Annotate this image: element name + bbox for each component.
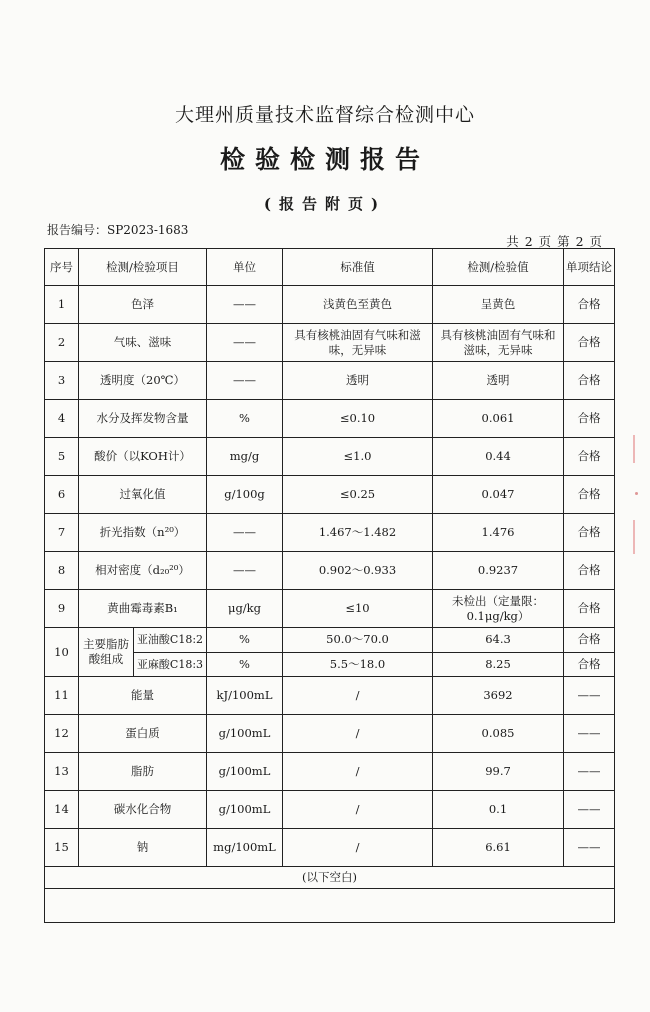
stamp-fragment bbox=[635, 492, 638, 495]
cell-standard: / bbox=[283, 677, 433, 715]
cell-no: 8 bbox=[45, 552, 79, 590]
report-subtitle: (报告附页) bbox=[263, 195, 387, 213]
cell-standard: / bbox=[283, 791, 433, 829]
cell-conclusion: 合格 bbox=[564, 324, 615, 362]
cell-value: 99.7 bbox=[433, 753, 564, 791]
cell-item: 透明度（20℃） bbox=[79, 362, 207, 400]
cell-standard: 1.467～1.482 bbox=[283, 514, 433, 552]
cell-conclusion: —— bbox=[564, 829, 615, 867]
table-row bbox=[45, 438, 615, 476]
table-row bbox=[45, 590, 615, 628]
org-name: 大理州质量技术监督综合检测中心 bbox=[174, 104, 475, 126]
table-row bbox=[45, 476, 615, 514]
col-header-no: 序号 bbox=[45, 249, 79, 286]
table-row bbox=[45, 362, 615, 400]
cell-conclusion: —— bbox=[564, 715, 615, 753]
cell-no: 4 bbox=[45, 400, 79, 438]
cell-unit: g/100mL bbox=[207, 753, 283, 791]
cell-standard: ≤10 bbox=[283, 590, 433, 628]
table-row bbox=[45, 324, 615, 362]
cell-standard: 透明 bbox=[283, 362, 433, 400]
cell-conclusion: 合格 bbox=[564, 652, 615, 677]
col-header-item: 检测/检验项目 bbox=[79, 249, 207, 286]
cell-unit: —— bbox=[207, 514, 283, 552]
cell-conclusion: —— bbox=[564, 677, 615, 715]
cell-unit: mg/g bbox=[207, 438, 283, 476]
cell-conclusion: 合格 bbox=[564, 476, 615, 514]
table-row bbox=[45, 829, 615, 867]
cell-conclusion: —— bbox=[564, 791, 615, 829]
cell-no: 6 bbox=[45, 476, 79, 514]
cell-value: 0.44 bbox=[433, 438, 564, 476]
cell-item: 折光指数（n²⁰） bbox=[79, 514, 207, 552]
cell-standard: ≤0.10 bbox=[283, 400, 433, 438]
stamp-fragment bbox=[633, 435, 643, 463]
cell-unit: —— bbox=[207, 552, 283, 590]
results-table bbox=[44, 248, 615, 923]
cell-value: 6.61 bbox=[433, 829, 564, 867]
col-header-conclusion: 单项结论 bbox=[564, 249, 615, 286]
blank-note: (以下空白) bbox=[45, 867, 615, 889]
cell-value: 0.047 bbox=[433, 476, 564, 514]
table-row-note bbox=[45, 867, 615, 889]
cell-standard: 0.902～0.933 bbox=[283, 552, 433, 590]
table-row bbox=[45, 514, 615, 552]
cell-value: 具有核桃油固有气味和滋味，无异味 bbox=[433, 324, 564, 362]
cell-standard: 浅黄色至黄色 bbox=[283, 286, 433, 324]
cell-value: 64.3 bbox=[433, 628, 564, 653]
fatty-acid-item: 亚油酸C18:2 bbox=[134, 628, 206, 653]
cell-conclusion: 合格 bbox=[564, 400, 615, 438]
cell-item: 碳水化合物 bbox=[79, 791, 207, 829]
cell-value: 0.061 bbox=[433, 400, 564, 438]
cell-standard: 5.5～18.0 bbox=[283, 652, 433, 677]
cell-standard: / bbox=[283, 829, 433, 867]
table-row bbox=[45, 715, 615, 753]
cell-unit: g/100mL bbox=[207, 715, 283, 753]
cell-no: 1 bbox=[45, 286, 79, 324]
cell-group bbox=[79, 628, 207, 677]
cell-standard: / bbox=[283, 715, 433, 753]
cell-value: 0.085 bbox=[433, 715, 564, 753]
table-row bbox=[45, 286, 615, 324]
cell-value: 未检出（定量限：0.1μg/kg） bbox=[433, 590, 564, 628]
cell-no: 9 bbox=[45, 590, 79, 628]
cell-item: 过氧化值 bbox=[79, 476, 207, 514]
cell-value: 8.25 bbox=[433, 652, 564, 677]
report-number: 报告编号：SP2023-1683 bbox=[47, 223, 189, 237]
cell-conclusion: 合格 bbox=[564, 514, 615, 552]
cell-item: 钠 bbox=[79, 829, 207, 867]
cell-unit: μg/kg bbox=[207, 590, 283, 628]
cell-no: 13 bbox=[45, 753, 79, 791]
cell-item: 相对密度（d₂₀²⁰） bbox=[79, 552, 207, 590]
cell-standard: 50.0～70.0 bbox=[283, 628, 433, 653]
cell-conclusion: 合格 bbox=[564, 628, 615, 653]
cell-no: 11 bbox=[45, 677, 79, 715]
cell-item: 水分及挥发物含量 bbox=[79, 400, 207, 438]
cell-no: 10 bbox=[45, 628, 79, 677]
cell-item: 色泽 bbox=[79, 286, 207, 324]
cell-conclusion: 合格 bbox=[564, 552, 615, 590]
cell-item: 酸价（以KOH计） bbox=[79, 438, 207, 476]
table-row bbox=[45, 753, 615, 791]
table-row bbox=[45, 628, 615, 653]
empty-cell bbox=[45, 889, 615, 923]
cell-unit: mg/100mL bbox=[207, 829, 283, 867]
table-row bbox=[45, 400, 615, 438]
cell-conclusion: 合格 bbox=[564, 590, 615, 628]
cell-standard: 具有核桃油固有气味和滋味，无异味 bbox=[283, 324, 433, 362]
table-row bbox=[45, 552, 615, 590]
fatty-acid-item: 亚麻酸C18:3 bbox=[136, 657, 204, 671]
cell-no: 3 bbox=[45, 362, 79, 400]
cell-unit: % bbox=[207, 628, 283, 653]
cell-no: 12 bbox=[45, 715, 79, 753]
cell-conclusion: —— bbox=[564, 753, 615, 791]
cell-standard: ≤1.0 bbox=[283, 438, 433, 476]
cell-no: 5 bbox=[45, 438, 79, 476]
cell-unit: —— bbox=[207, 362, 283, 400]
cell-unit: g/100g bbox=[207, 476, 283, 514]
cell-no: 2 bbox=[45, 324, 79, 362]
cell-no: 14 bbox=[45, 791, 79, 829]
cell-value: 3692 bbox=[433, 677, 564, 715]
cell-unit: g/100mL bbox=[207, 791, 283, 829]
report-title: 检验检测报告 bbox=[219, 145, 430, 174]
cell-unit: —— bbox=[207, 324, 283, 362]
cell-no: 15 bbox=[45, 829, 79, 867]
cell-conclusion: 合格 bbox=[564, 286, 615, 324]
cell-value: 1.476 bbox=[433, 514, 564, 552]
cell-unit: kJ/100mL bbox=[207, 677, 283, 715]
cell-value: 0.9237 bbox=[433, 552, 564, 590]
cell-conclusion: 合格 bbox=[564, 362, 615, 400]
cell-conclusion: 合格 bbox=[564, 438, 615, 476]
table-row bbox=[45, 791, 615, 829]
fatty-acid-group-label: 主要脂肪酸组成 bbox=[79, 628, 134, 676]
stamp-fragment bbox=[633, 520, 643, 554]
cell-unit: —— bbox=[207, 286, 283, 324]
cell-item: 气味、滋味 bbox=[79, 324, 207, 362]
col-header-standard: 标准值 bbox=[283, 249, 433, 286]
cell-standard: / bbox=[283, 753, 433, 791]
cell-item: 脂肪 bbox=[79, 753, 207, 791]
cell-unit: % bbox=[207, 652, 283, 677]
col-header-value: 检测/检验值 bbox=[433, 249, 564, 286]
cell-item: 黄曲霉毒素B₁ bbox=[79, 590, 207, 628]
cell-item: 能量 bbox=[79, 677, 207, 715]
cell-no: 7 bbox=[45, 514, 79, 552]
cell-unit: % bbox=[207, 400, 283, 438]
cell-value: 呈黄色 bbox=[433, 286, 564, 324]
col-header-unit: 单位 bbox=[207, 249, 283, 286]
cell-value: 0.1 bbox=[433, 791, 564, 829]
table-row bbox=[45, 677, 615, 715]
cell-value: 透明 bbox=[433, 362, 564, 400]
page-info: 共 2 页 第 2 页 bbox=[506, 234, 603, 249]
cell-item: 蛋白质 bbox=[79, 715, 207, 753]
cell-standard: ≤0.25 bbox=[283, 476, 433, 514]
table-row-empty bbox=[45, 889, 615, 923]
table-header-row bbox=[45, 249, 615, 286]
